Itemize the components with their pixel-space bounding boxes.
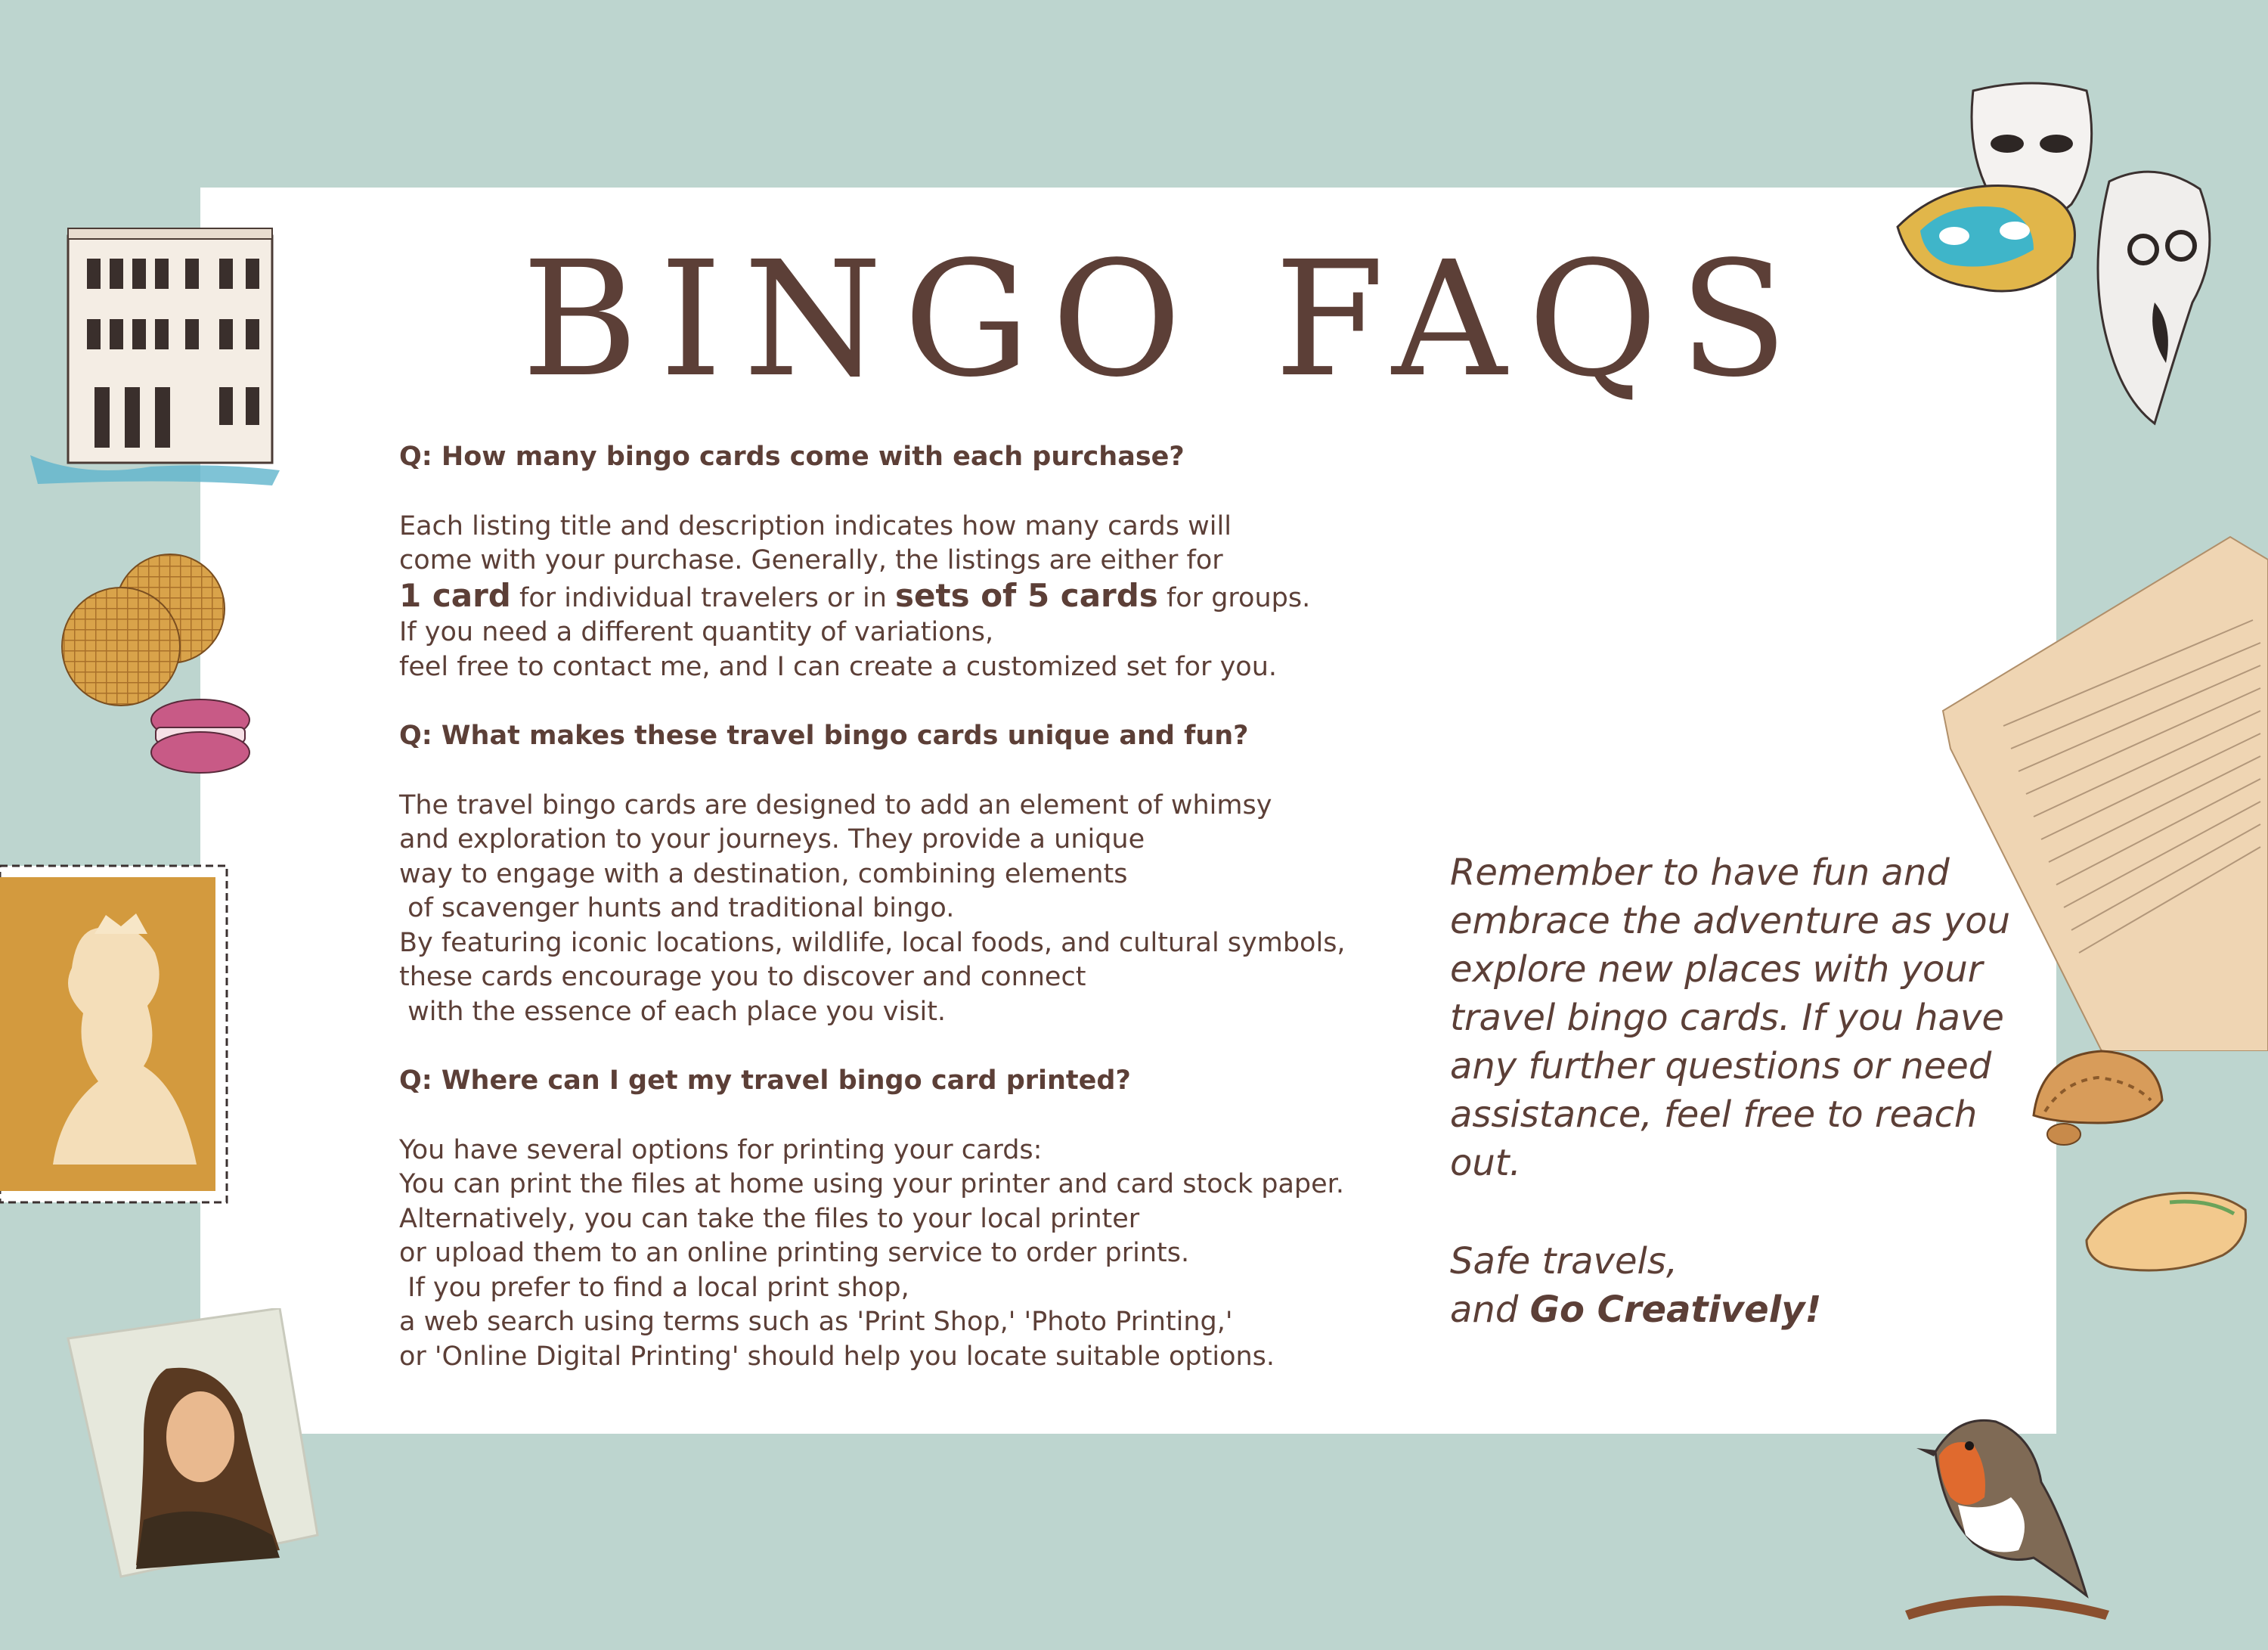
answer-line: feel free to contact me, and I can create a customized set for you. — [399, 651, 1277, 682]
robin-bird-illustration — [1890, 1384, 2117, 1641]
answer-line: a web search using terms such as 'Print Shop,' 'Photo Printing,' — [399, 1307, 1233, 1337]
answer-line: By featuring iconic locations, wildlife, local foods, and cultural symbols, — [399, 927, 1346, 958]
remember-line: any further questions or need — [1450, 1045, 1992, 1087]
answer-line: with the essence of each place you visit. — [399, 996, 947, 1027]
remember-line: explore new places with your — [1450, 948, 1983, 991]
answer-line: If you need a different quantity of variations, — [399, 617, 994, 647]
faq-question-1: Q: How many bingo cards come with each purchase? — [399, 442, 1185, 472]
answer-line: or 'Online Digital Printing' should help you locate suitable options. — [399, 1341, 1275, 1372]
mona-lisa-illustration — [53, 1308, 325, 1580]
faq-section — [399, 440, 1397, 1374]
faq-answer-1 — [399, 510, 1397, 685]
answer-line: these cards encourage you to discover and connect — [399, 962, 1086, 992]
faq-answer-3 — [399, 1134, 1397, 1375]
answer-line: If you prefer to find a local print shop, — [399, 1272, 909, 1303]
faq-answer-2 — [399, 789, 1397, 1030]
answer-line: way to engage with a destination, combining elements — [399, 858, 1128, 889]
closing-line-2 — [1450, 1286, 2070, 1334]
answer-line: come with your purchase. Generally, the listings are either for — [399, 545, 1223, 575]
answer-line: You have several options for printing your cards: — [399, 1134, 1043, 1165]
faq-question-3: Q: Where can I get my travel bingo card printed? — [399, 1065, 1131, 1096]
answer-highlight-line — [399, 578, 1397, 616]
highlight-one-card: 1 card — [399, 576, 511, 614]
answer-line: Each listing title and description indicates how many cards will — [399, 510, 1232, 541]
stroopwafel-illustration — [53, 544, 234, 711]
answer-line: of scavenger hunts and traditional bingo. — [399, 893, 955, 923]
venetian-palace-illustration — [23, 206, 302, 493]
remember-line: embrace the adventure as you — [1450, 900, 2010, 942]
remember-line: out. — [1450, 1142, 1521, 1184]
closing-brand: Go Creatively! — [1529, 1289, 1822, 1331]
answer-line: You can print the files at home using your printer and card stock paper. — [399, 1169, 1344, 1199]
highlight-text: for individual travelers or in — [510, 582, 896, 613]
answer-line: or upload them to an online printing service to order prints. — [399, 1238, 1190, 1268]
wooden-clog-illustration — [2079, 1180, 2253, 1286]
answer-line: Alternatively, you can take the files to your local printer — [399, 1203, 1140, 1234]
faq-question-2: Q: What makes these travel bingo cards unique and fun? — [399, 721, 1249, 751]
remember-line: travel bingo cards. If you have — [1450, 997, 2004, 1039]
carnival-masks-illustration — [1882, 76, 2230, 454]
remember-line: Remember to have fun and — [1450, 851, 1950, 894]
closing-prefix: and — [1450, 1289, 1530, 1331]
highlight-text: for groups. — [1157, 582, 1311, 613]
closing-signoff — [1450, 1237, 2070, 1334]
answer-line: and exploration to your journeys. They provide a unique — [399, 824, 1145, 854]
closing-line-1: Safe travels, — [1450, 1240, 1678, 1282]
remember-note — [1450, 848, 2070, 1187]
page-title: BINGO FAQS — [522, 227, 1809, 412]
highlight-five-cards: sets of 5 cards — [895, 576, 1158, 614]
macaron-illustration — [144, 696, 257, 779]
remember-line: assistance, feel free to reach — [1450, 1093, 1978, 1136]
queen-stamp-illustration — [0, 862, 234, 1210]
answer-line: The travel bingo cards are designed to add an element of whimsy — [399, 789, 1272, 820]
